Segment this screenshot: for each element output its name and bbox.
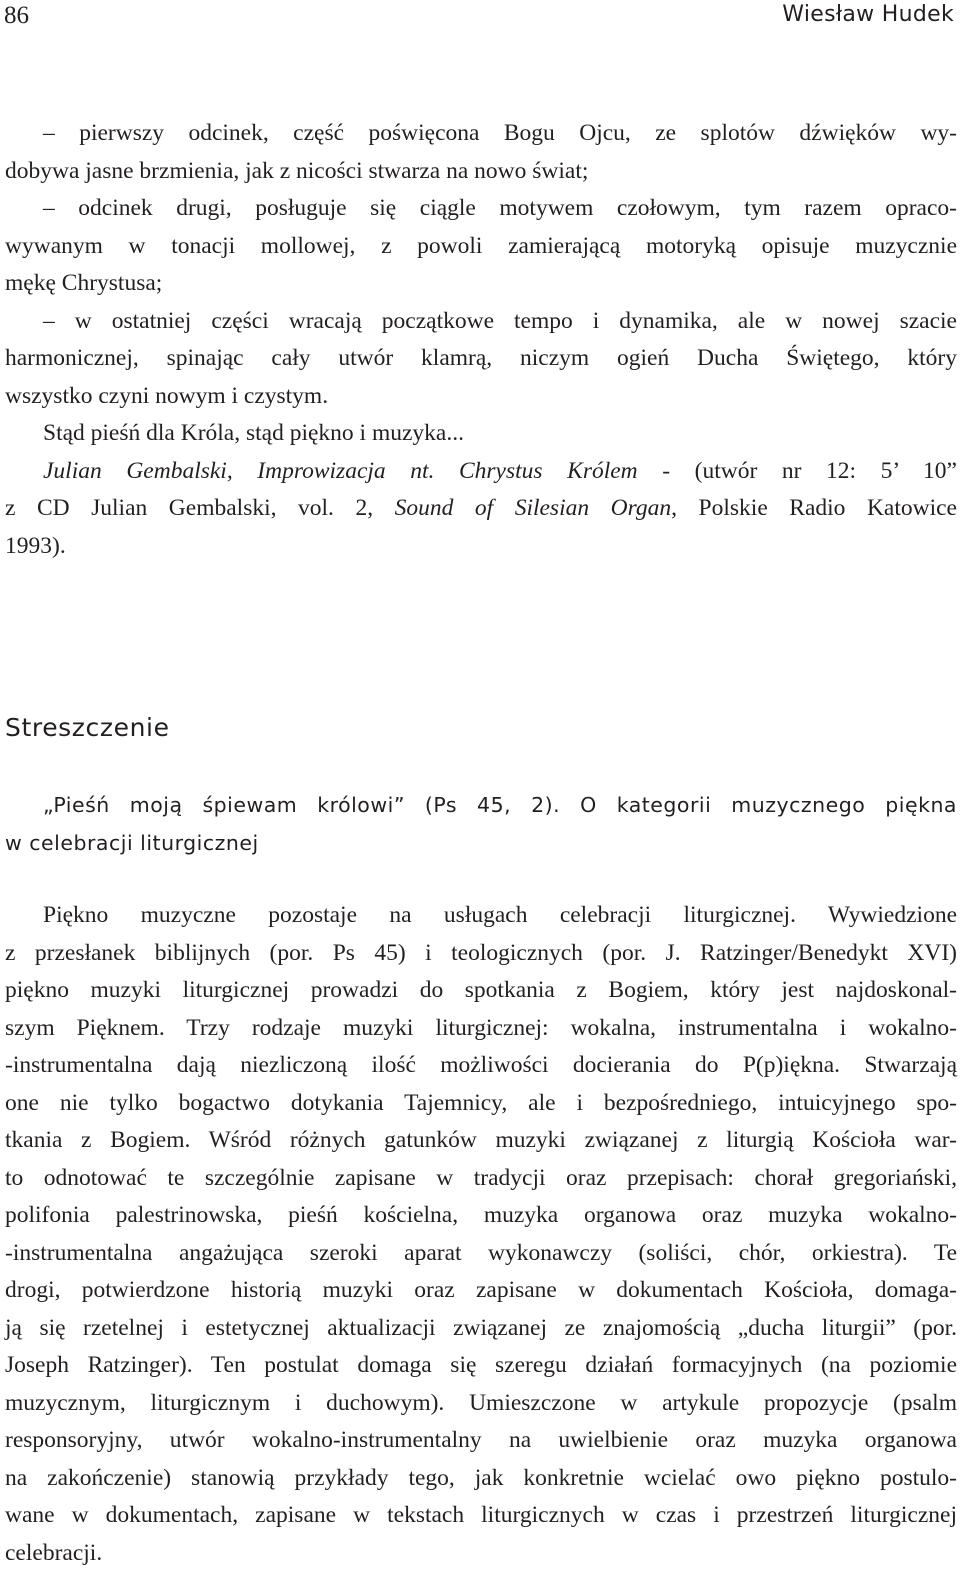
text-line: wane w dokumentach, zapisane w tekstach liturgicznych w czas i przestrzeń liturgicznej (5, 1497, 957, 1535)
citation-album-title: Sound of Silesian Organ (395, 495, 672, 521)
text-line: to odnotować te szczególnie zapisane w tradycji oraz przepisach: chorał gregoriański, (5, 1160, 957, 1198)
article-title-line: w celebracji liturgicznej (5, 824, 957, 862)
summary-heading: Streszczenie (5, 713, 170, 742)
text-line: dobywa jasne brzmienia, jak z nicości stwarza na nowo świat; (5, 153, 957, 191)
text-line: – w ostatniej części wracają początkowe tempo i dynamika, ale w nowej szacie (5, 303, 957, 341)
article-title (5, 786, 957, 862)
text-line: – odcinek drugi, posługuje się ciągle motywem czołowym, tym razem opraco- (5, 190, 957, 228)
text-line: -instrumentalna dają niezliczoną ilość możliwości docierania do P(p)iękna. Stwarzają (5, 1047, 957, 1085)
text-line: harmonicznej, spinając cały utwór klamrą, niczym ogień Ducha Świętego, który (5, 340, 957, 378)
citation-line: 1993). (5, 528, 957, 566)
text-line: one nie tylko bogactwo dotykania Tajemnicy, ale i bezpośredniego, intuicyjnego spo- (5, 1085, 957, 1123)
text-line: Stąd pieśń dla Króla, stąd piękno i muzyka... (5, 415, 957, 453)
text-line: mękę Chrystusa; (5, 265, 957, 303)
running-header-author: Wiesław Hudek (782, 2, 954, 27)
text-line: – pierwszy odcinek, część poświęcona Bogu Ojcu, ze splotów dźwięków wy- (5, 115, 957, 153)
text-line: responsoryjny, utwór wokalno-instrumentalny na uwielbienie oraz muzyka organowa (5, 1422, 957, 1460)
citation-publisher: , Polskie Radio Katowice (671, 495, 957, 521)
intro-text (5, 115, 957, 565)
citation-track-info: - (utwór nr 12: 5’ 10” (638, 458, 957, 484)
text-line: piękno muzyki liturgicznej prowadzi do spotkania z Bogiem, który jest najdoskonal- (5, 972, 957, 1010)
text-line: z przesłanek biblijnych (por. Ps 45) i teologicznych (por. J. Ratzinger/Benedykt XVI) (5, 935, 957, 973)
text-line: muzycznym, liturgicznym i duchowym). Umieszczone w artykule propozycje (psalm (5, 1385, 957, 1423)
citation-line (5, 453, 957, 491)
summary-text (5, 897, 957, 1572)
citation-cd: z CD Julian Gembalski, vol. 2, (5, 495, 395, 521)
text-line: polifonia palestrinowska, pieśń kościelna, muzyka organowa oraz muzyka wokalno- (5, 1197, 957, 1235)
article-title-line: „Pieśń moją śpiewam królowi” (Ps 45, 2). O kategorii muzycznego piękna (5, 786, 957, 824)
page-number: 86 (4, 2, 29, 30)
text-line: tkania z Bogiem. Wśród różnych gatunków muzyki związanej z liturgią Kościoła war- (5, 1122, 957, 1160)
text-line: wywanym w tonacji mollowej, z powoli zamierającą motoryką opisuje muzycznie (5, 228, 957, 266)
text-line: -instrumentalna angażująca szeroki aparat wykonawczy (soliści, chór, orkiestra). Te (5, 1235, 957, 1273)
text-line: Joseph Ratzinger). Ten postulat domaga się szeregu działań formacyjnych (na poziomie (5, 1347, 957, 1385)
text-line: szym Pięknem. Trzy rodzaje muzyki liturgicznej: wokalna, instrumentalna i wokalno- (5, 1010, 957, 1048)
text-line: ją się rzetelnej i estetycznej aktualizacji związanej ze znajomością „ducha liturgii” (por. (5, 1310, 957, 1348)
text-line: drogi, potwierdzone historią muzyki oraz zapisane w dokumentach Kościoła, domaga- (5, 1272, 957, 1310)
text-line: Piękno muzyczne pozostaje na usługach celebracji liturgicznej. Wywiedzione (5, 897, 957, 935)
citation-work-title: Julian Gembalski, Improwizacja nt. Chrystus Królem (43, 458, 638, 484)
text-line: na zakończenie) stanowią przykłady tego, jak konkretnie wcielać owo piękno postulo- (5, 1460, 957, 1498)
text-line: wszystko czyni nowym i czystym. (5, 378, 957, 416)
citation-line (5, 490, 957, 528)
text-line: celebracji. (5, 1535, 957, 1572)
